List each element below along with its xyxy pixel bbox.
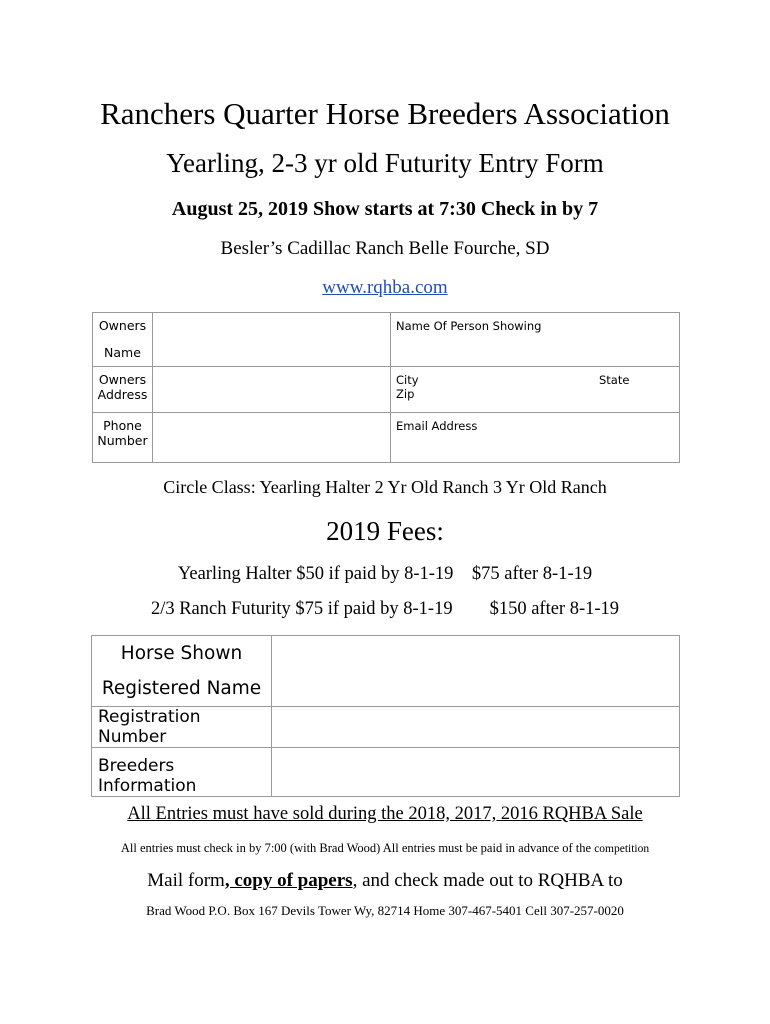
fees-heading: 2019 Fees: <box>326 516 444 546</box>
circle-class-line: Circle Class: Yearling Halter 2 Yr Old Ranch 3 Yr Old Ranch <box>163 477 607 497</box>
horse-shown-label: Horse Shown Registered Name <box>92 636 272 707</box>
yearling-fee-line <box>0 564 770 585</box>
city-state-zip-field[interactable] <box>391 366 680 413</box>
form-subtitle: Yearling, 2-3 yr old Futurity Entry Form <box>166 148 604 178</box>
copy-of-papers-text: , copy of papers <box>224 870 353 891</box>
phone-number-field[interactable] <box>153 413 391 463</box>
owners-name-label: Owners Name <box>93 313 153 367</box>
registration-number-label: Registration Number <box>92 707 272 748</box>
show-date-line: August 25, 2019 Show starts at 7:30 Check in by 7 <box>171 198 599 220</box>
yearling-fee-early: Yearling Halter $50 if paid by 8-1-19 <box>177 564 454 584</box>
ranch-fee-line <box>0 599 770 620</box>
owner-info-table <box>92 312 680 463</box>
name-of-person-showing-label: Name Of Person Showing <box>396 319 542 333</box>
zip-label: Zip <box>396 386 415 401</box>
horse-info-table <box>91 635 680 797</box>
breeders-information-label: Breeders Information <box>92 748 272 797</box>
email-address-label: Email Address <box>396 419 478 434</box>
state-label: State <box>599 372 630 387</box>
registered-name-field[interactable] <box>272 636 680 707</box>
name-of-person-showing-field[interactable] <box>391 313 680 367</box>
venue-line: Besler’s Cadillac Ranch Belle Fourche, SD <box>220 238 550 259</box>
sold-notice: All Entries must have sold during the 2018, 2017, 2016 RQHBA Sale <box>127 804 643 824</box>
form-title: Ranchers Quarter Horse Breeders Association <box>100 96 670 131</box>
checkin-notice: All entries must check in by 7:00 (with Brad Wood) All entries must be paid in advance of the competition <box>120 841 650 855</box>
breeders-information-field[interactable] <box>272 748 680 797</box>
website-link[interactable]: www.rqhba.com <box>322 277 448 298</box>
ranch-fee-late: $150 after 8-1-19 <box>489 599 620 619</box>
city-label: City <box>396 372 419 387</box>
mail-instructions: Mail form, copy of papers, and check made out to RQHBA to <box>147 870 623 891</box>
email-address-field[interactable] <box>391 413 680 463</box>
registration-number-field[interactable] <box>272 707 680 748</box>
ranch-fee-early: 2/3 Ranch Futurity $75 if paid by 8-1-19 <box>150 599 453 619</box>
mailing-address-line: Brad Wood P.O. Box 167 Devils Tower Wy, 82714 Home 307-467-5401 Cell 307-257-0020 <box>146 903 624 918</box>
phone-number-label: Phone Number <box>93 413 153 463</box>
owners-name-field[interactable] <box>153 313 391 367</box>
yearling-fee-late: $75 after 8-1-19 <box>471 564 593 584</box>
owners-address-field[interactable] <box>153 366 391 413</box>
owners-address-label: Owners Address <box>93 366 153 413</box>
